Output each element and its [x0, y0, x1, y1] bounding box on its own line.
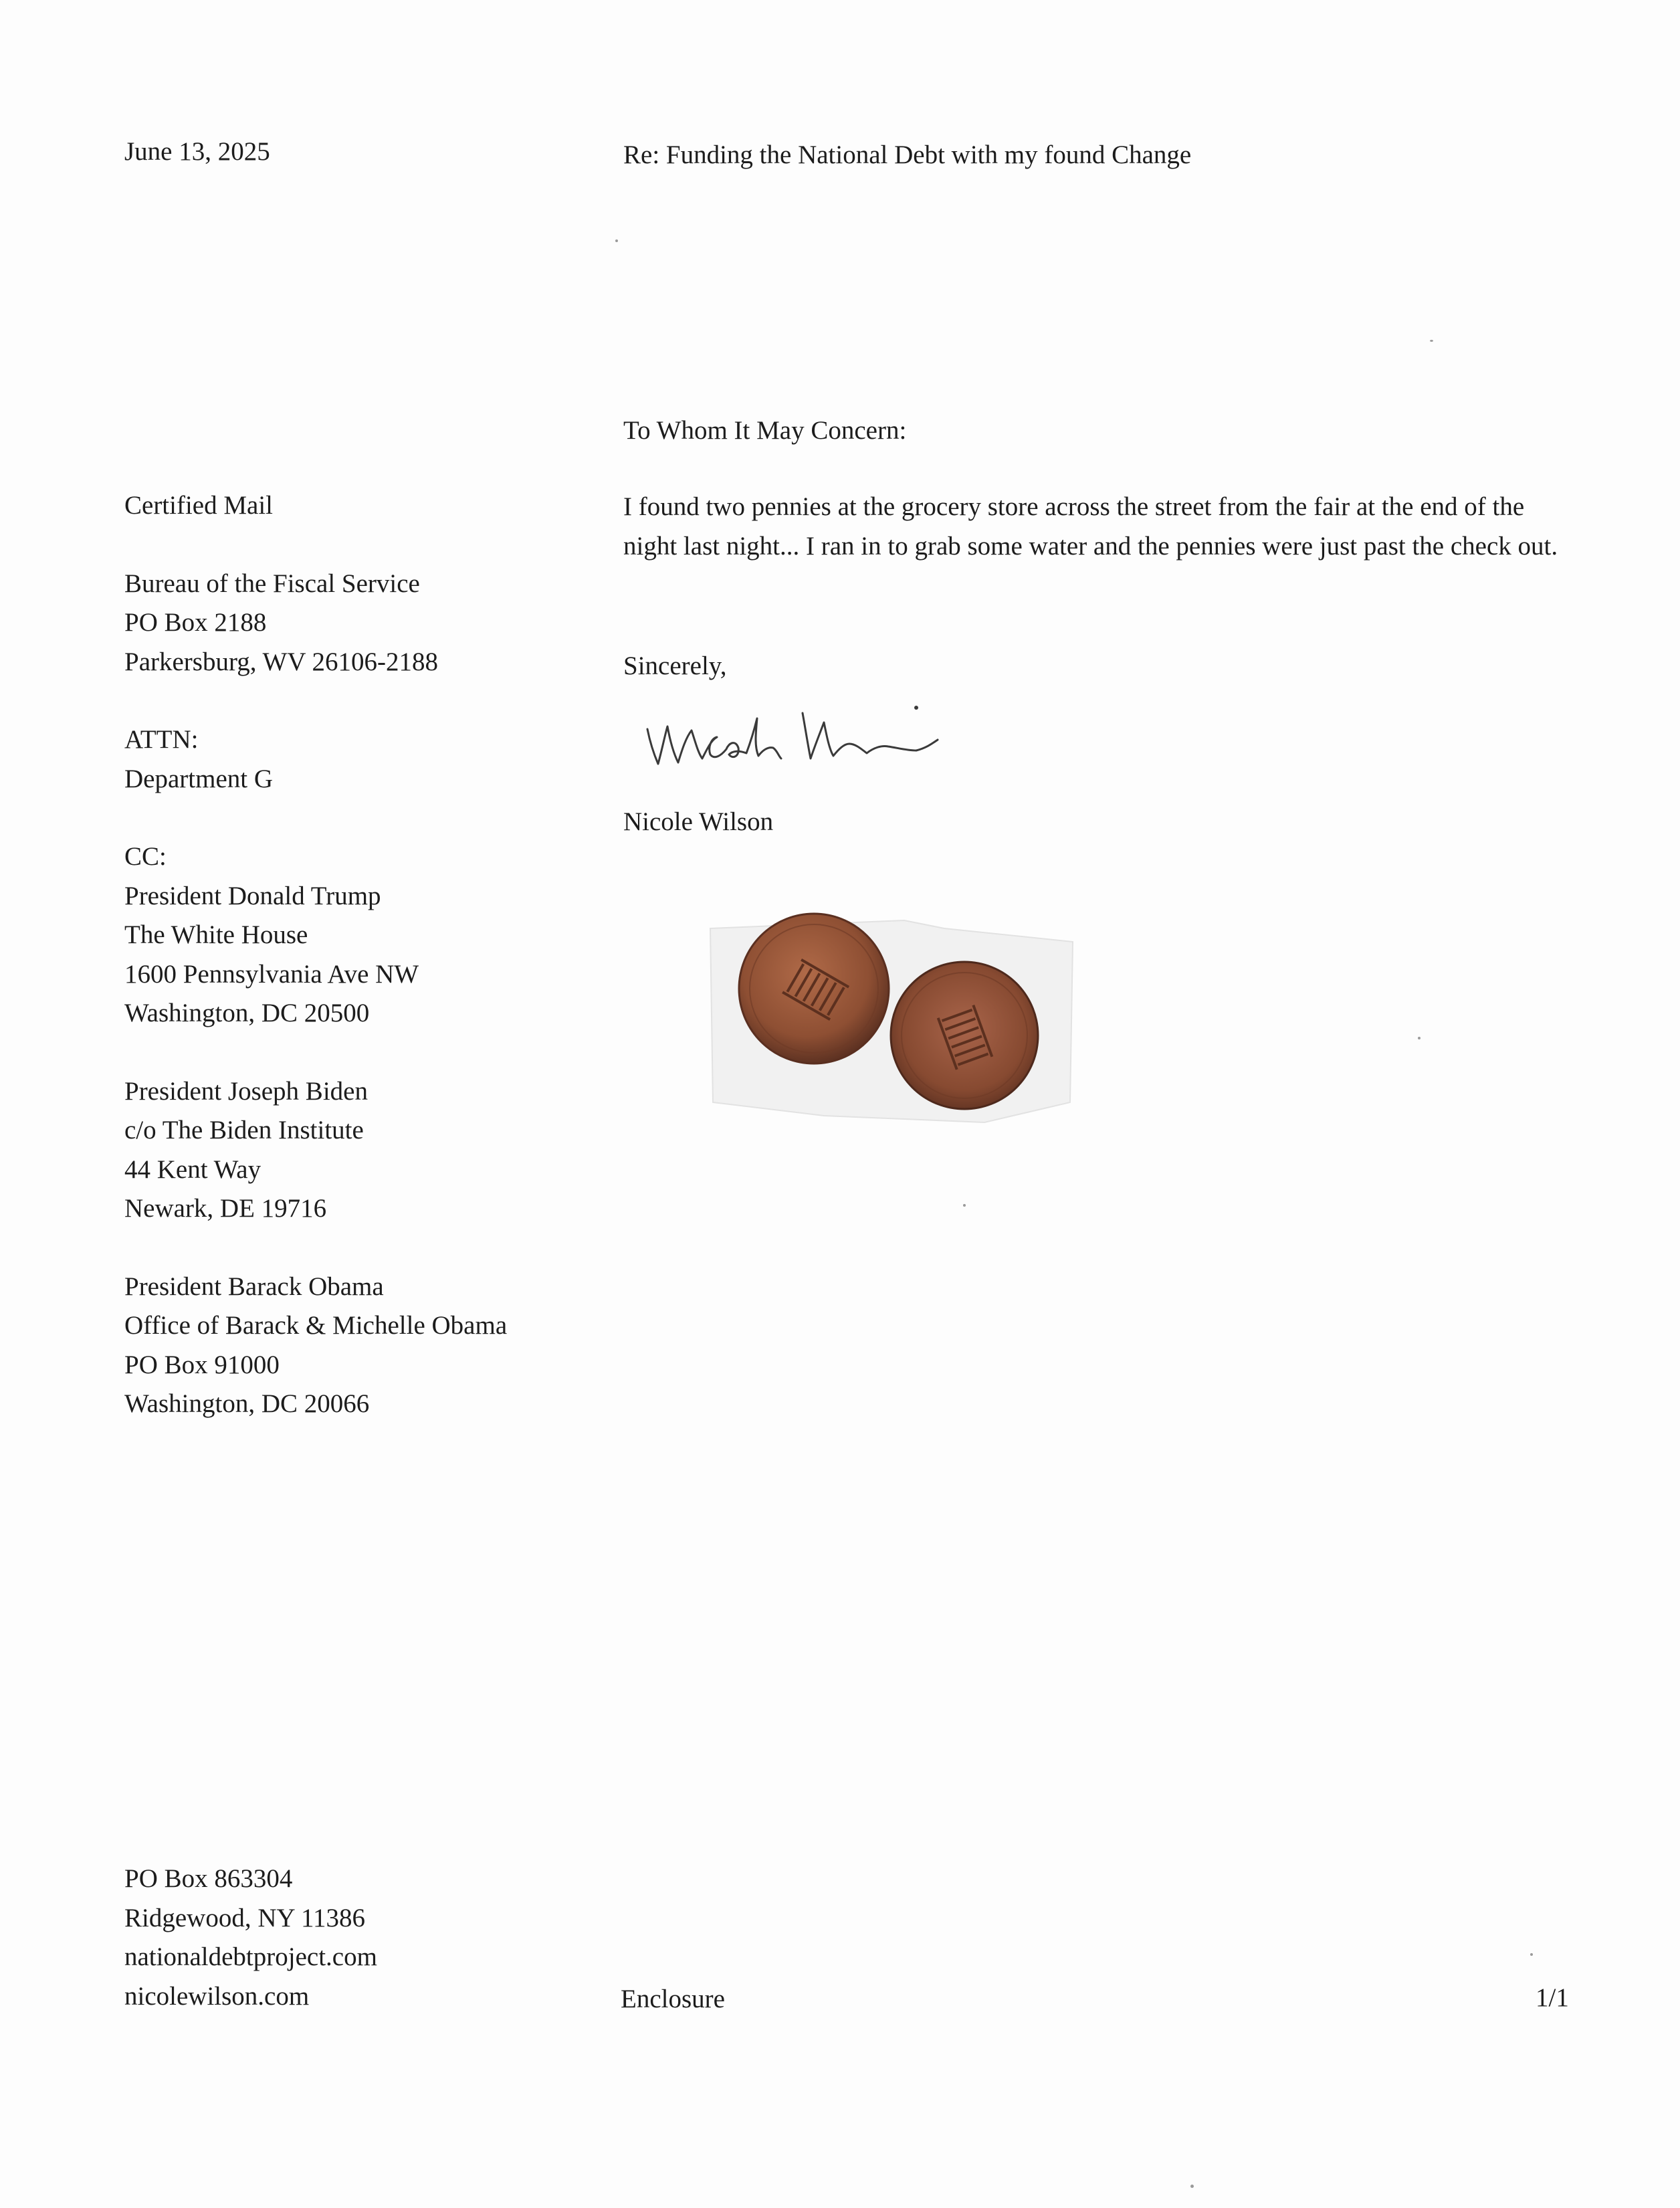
sender-address [124, 1860, 377, 2016]
sender-website: nationaldebtproject.com [124, 1942, 377, 1971]
scan-speck [1430, 340, 1433, 342]
signature-dot [914, 706, 918, 710]
cc-line: Washington, DC 20066 [124, 1389, 370, 1418]
recipient-line: Parkersburg, WV 26106-2188 [124, 647, 439, 676]
letter-subject: Re: Funding the National Debt with my found Change [623, 140, 1192, 169]
cc-line: President Joseph Biden [124, 1076, 368, 1106]
cc-line: President Barack Obama [124, 1272, 384, 1301]
cc-line: Office of Barack & Michelle Obama [124, 1311, 508, 1340]
scan-speck [615, 239, 618, 242]
attn-value: Department G [124, 764, 274, 793]
cc-line: c/o The Biden Institute [124, 1116, 364, 1144]
signature-stroke-1 [647, 718, 781, 764]
enclosure-note: Enclosure [621, 1985, 725, 2013]
penny-left [739, 914, 889, 1064]
enclosed-pennies-photo [704, 902, 1078, 1142]
closing: Sincerely, [623, 651, 727, 680]
signature-stroke-2 [803, 713, 938, 759]
cc-line: PO Box 91000 [124, 1350, 280, 1379]
salutation: To Whom It May Concern: [623, 416, 907, 445]
penny-right [891, 962, 1038, 1109]
cc-label: CC: [124, 842, 167, 871]
cc-line: The White House [124, 920, 308, 949]
page-number: 1/1 [1536, 1983, 1569, 2012]
sender-line: Ridgewood, NY 11386 [124, 1903, 366, 1932]
scan-speck [963, 1204, 966, 1207]
cc-line: 44 Kent Way [124, 1155, 261, 1184]
recipient-line: Bureau of the Fiscal Service [124, 569, 420, 598]
letter-body: I found two pennies at the grocery store across the street from the fair at the end of the night last night... I ran in to grab some water and the pennies were just past the check out. [623, 492, 1558, 561]
recipients-block [124, 486, 507, 1424]
sender-website: nicolewilson.com [124, 1981, 310, 2011]
mailing-method: Certified Mail [124, 491, 274, 520]
cc-line: President Donald Trump [124, 881, 381, 910]
letter-date: June 13, 2025 [124, 137, 270, 166]
signer-name: Nicole Wilson [623, 807, 774, 836]
scan-speck [1530, 1953, 1533, 1956]
scan-speck [1418, 1037, 1421, 1039]
cc-line: 1600 Pennsylvania Ave NW [124, 959, 419, 989]
cc-line: Newark, DE 19716 [124, 1194, 327, 1223]
recipient-line: PO Box 2188 [124, 608, 267, 637]
attn-label: ATTN: [124, 725, 199, 754]
cc-line: Washington, DC 20500 [124, 999, 370, 1027]
signature [635, 689, 983, 796]
scan-speck [1190, 2185, 1194, 2188]
sender-line: PO Box 863304 [124, 1864, 293, 1893]
